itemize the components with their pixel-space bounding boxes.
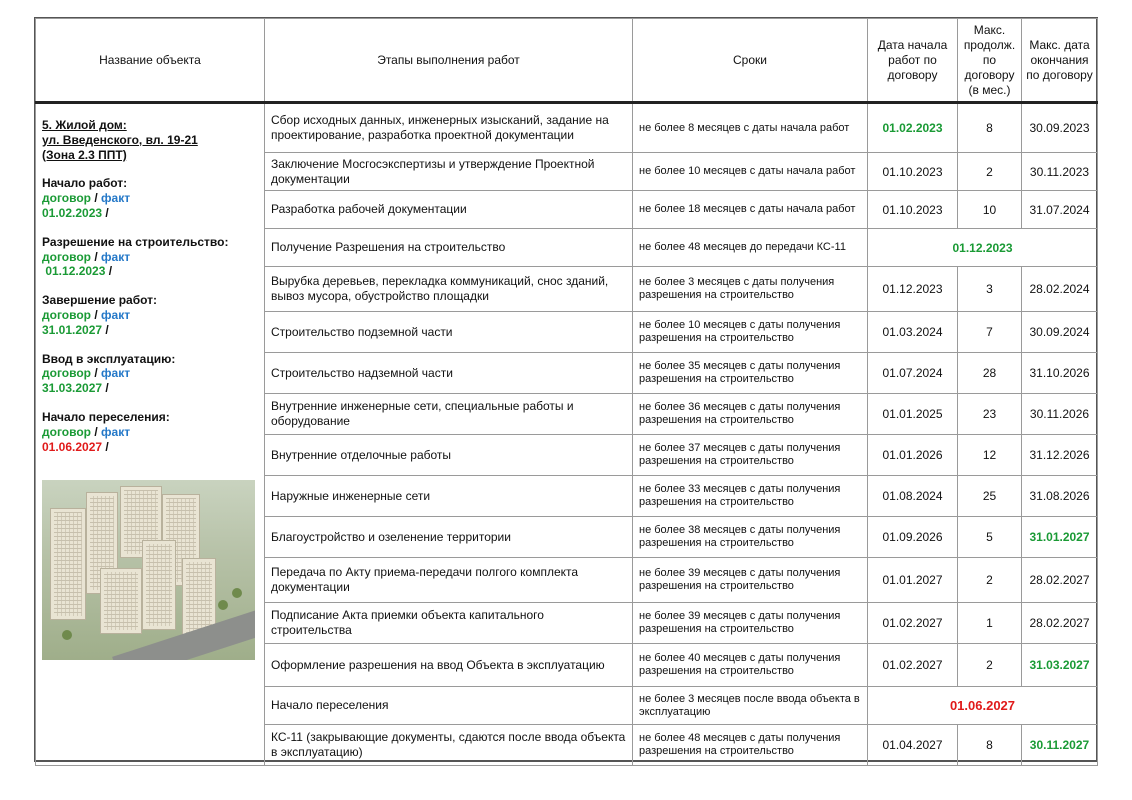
stage-cell: Начало переселения [265, 687, 633, 725]
stage-cell: Подписание Акта приемки объекта капитального строительства [265, 603, 633, 644]
object-info-cell [36, 103, 265, 766]
object-title-line1: 5. Жилой дом: [42, 118, 127, 132]
header-start-date: Дата начала работ по договору [868, 19, 958, 103]
end-date-cell: 31.08.2026 [1022, 476, 1098, 517]
duration-cell: 3 [958, 267, 1022, 312]
slash: / [94, 424, 98, 439]
stage-cell: Наружные инженерные сети [265, 476, 633, 517]
milestone-legend [42, 425, 258, 440]
end-date-cell: 31.01.2027 [1022, 517, 1098, 558]
duration-cell: 2 [958, 558, 1022, 603]
milestone-date-line [42, 381, 258, 396]
start-date-cell: 01.01.2026 [868, 435, 958, 476]
milestone-label: Завершение работ: [42, 293, 158, 308]
term-cell: не более 36 месяцев с даты получения разрешения на строительство [633, 394, 868, 435]
term-cell: не более 37 месяцев с даты получения разрешения на строительство [633, 435, 868, 476]
start-date-cell: 01.10.2023 [868, 153, 958, 191]
milestone-date-line [42, 264, 258, 279]
stage-cell: Получение Разрешения на строительство [265, 229, 633, 267]
start-date-cell: 01.02.2023 [868, 103, 958, 153]
duration-cell: 12 [958, 435, 1022, 476]
slash: / [105, 322, 109, 337]
end-date-cell: 30.09.2024 [1022, 312, 1098, 353]
merged-date-cell: 01.06.2027 [868, 687, 1098, 725]
milestone-date: 31.03.2027 [42, 381, 103, 396]
milestone-item [42, 352, 258, 396]
start-date-cell: 01.08.2024 [868, 476, 958, 517]
merged-date-cell: 01.12.2023 [868, 229, 1098, 267]
start-date-cell: 01.01.2027 [868, 558, 958, 603]
duration-cell: 5 [958, 517, 1022, 558]
fact-word: факт [101, 307, 131, 322]
start-date-cell: 01.07.2024 [868, 353, 958, 394]
start-date-cell: 01.04.2027 [868, 725, 958, 766]
end-date-cell: 28.02.2024 [1022, 267, 1098, 312]
term-cell: не более 39 месяцев с даты получения разрешения на строительство [633, 558, 868, 603]
term-cell: не более 48 месяцев до передачи КС-11 [633, 229, 868, 267]
fact-word: факт [101, 366, 131, 381]
duration-cell: 8 [958, 725, 1022, 766]
start-date-cell: 01.03.2024 [868, 312, 958, 353]
contract-word: договор [42, 366, 91, 381]
stage-cell: Внутренние инженерные сети, специальные работы и оборудование [265, 394, 633, 435]
milestone-item [42, 293, 258, 337]
contract-word: договор [42, 424, 91, 439]
contract-word: договор [42, 307, 91, 322]
start-date-cell: 01.12.2023 [868, 267, 958, 312]
fact-word: факт [101, 191, 131, 206]
end-date-cell: 30.11.2026 [1022, 394, 1098, 435]
schedule-table [35, 18, 1098, 766]
header-row [36, 19, 1098, 103]
duration-cell: 25 [958, 476, 1022, 517]
term-cell: не более 8 месяцев с даты начала работ [633, 103, 868, 153]
duration-cell: 10 [958, 191, 1022, 229]
milestone-label: Начало переселения: [42, 409, 170, 424]
end-date-cell: 31.10.2026 [1022, 353, 1098, 394]
building-render-image [42, 480, 255, 660]
end-date-cell: 30.11.2027 [1022, 725, 1098, 766]
stage-cell: Сбор исходных данных, инженерных изысканий, задание на проектирование, разработка проектной документации [265, 103, 633, 153]
slash: / [94, 366, 98, 381]
duration-cell: 2 [958, 153, 1022, 191]
duration-cell: 28 [958, 353, 1022, 394]
stage-cell: Строительство подземной части [265, 312, 633, 353]
fact-word: факт [101, 249, 131, 264]
header-stages: Этапы выполнения работ [265, 19, 633, 103]
milestone-date-line [42, 206, 258, 221]
term-cell: не более 3 месяцев с даты получения разрешения на строительство [633, 267, 868, 312]
milestone-date: 01.06.2027 [42, 439, 103, 454]
end-date-cell: 28.02.2027 [1022, 603, 1098, 644]
slash: / [94, 307, 98, 322]
header-max-end-date: Макс. дата окончания по договору [1022, 19, 1098, 103]
object-title-line3: (Зона 2.3 ППТ) [42, 147, 127, 162]
milestone-legend [42, 191, 258, 206]
stage-cell: Благоустройство и озеленение территории [265, 517, 633, 558]
table-row [36, 103, 1098, 153]
end-date-cell: 28.02.2027 [1022, 558, 1098, 603]
start-date-cell: 01.01.2025 [868, 394, 958, 435]
milestone-item [42, 235, 258, 279]
slash: / [105, 439, 109, 454]
milestone-label: Ввод в эксплуатацию: [42, 351, 176, 366]
slash: / [105, 381, 109, 396]
end-date-cell: 31.07.2024 [1022, 191, 1098, 229]
end-date-cell: 31.12.2026 [1022, 435, 1098, 476]
start-date-cell: 01.09.2026 [868, 517, 958, 558]
stage-cell: КС-11 (закрывающие документы, сдаются после ввода объекта в эксплуатацию) [265, 725, 633, 766]
contract-word: договор [42, 249, 91, 264]
milestone-legend [42, 366, 258, 381]
stage-cell: Строительство надземной части [265, 353, 633, 394]
start-date-cell: 01.02.2027 [868, 603, 958, 644]
milestones-list [42, 176, 258, 454]
header-max-duration: Макс. продолж. по договору (в мес.) [958, 19, 1022, 103]
contract-word: договор [42, 191, 91, 206]
milestone-item [42, 176, 258, 220]
term-cell: не более 3 месяцев после ввода объекта в эксплуатацию [633, 687, 868, 725]
duration-cell: 1 [958, 603, 1022, 644]
term-cell: не более 38 месяцев с даты получения разрешения на строительство [633, 517, 868, 558]
slash: / [108, 264, 113, 279]
end-date-cell: 31.03.2027 [1022, 644, 1098, 687]
slash: / [94, 191, 98, 206]
start-date-cell: 01.10.2023 [868, 191, 958, 229]
term-cell: не более 35 месяцев с даты получения разрешения на строительство [633, 353, 868, 394]
object-title-line2: ул. Введенского, вл. 19-21 [42, 132, 198, 147]
milestone-item [42, 410, 258, 454]
stage-cell: Заключение Мосгосэкспертизы и утверждение Проектной документации [265, 153, 633, 191]
slash: / [94, 249, 98, 264]
milestone-legend [42, 250, 258, 265]
duration-cell: 2 [958, 644, 1022, 687]
term-cell: не более 48 месяцев с даты получения разрешения на строительство [633, 725, 868, 766]
stage-cell: Внутренние отделочные работы [265, 435, 633, 476]
milestone-legend [42, 308, 258, 323]
duration-cell: 7 [958, 312, 1022, 353]
end-date-cell: 30.09.2023 [1022, 103, 1098, 153]
stage-cell: Вырубка деревьев, перекладка коммуникаций, снос зданий, вывоз мусора, обустройство площадки [265, 267, 633, 312]
term-cell: не более 33 месяцев с даты получения разрешения на строительство [633, 476, 868, 517]
term-cell: не более 10 месяцев с даты начала работ [633, 153, 868, 191]
term-cell: не более 10 месяцев с даты получения разрешения на строительство [633, 312, 868, 353]
milestone-label: Начало работ: [42, 176, 128, 191]
term-cell: не более 39 месяцев с даты получения разрешения на строительство [633, 603, 868, 644]
end-date-cell: 30.11.2023 [1022, 153, 1098, 191]
stage-cell: Оформление разрешения на ввод Объекта в эксплуатацию [265, 644, 633, 687]
start-date-cell: 01.02.2027 [868, 644, 958, 687]
header-object-name: Название объекта [36, 19, 265, 103]
term-cell: не более 40 месяцев с даты получения разрешения на строительство [633, 644, 868, 687]
milestone-date: 01.02.2023 [42, 205, 103, 220]
milestone-date-line [42, 440, 258, 455]
fact-word: факт [101, 424, 131, 439]
milestone-label: Разрешение на строительство: [42, 234, 229, 249]
term-cell: не более 18 месяцев с даты начала работ [633, 191, 868, 229]
header-terms: Сроки [633, 19, 868, 103]
milestone-date: 31.01.2027 [42, 322, 103, 337]
slash: / [105, 205, 109, 220]
milestone-date-line [42, 323, 258, 338]
duration-cell: 23 [958, 394, 1022, 435]
stage-cell: Разработка рабочей документации [265, 191, 633, 229]
duration-cell: 8 [958, 103, 1022, 153]
milestone-date: 01.12.2023 [42, 264, 106, 279]
stage-cell: Передача по Акту приема-передачи полгого комплекта документации [265, 558, 633, 603]
